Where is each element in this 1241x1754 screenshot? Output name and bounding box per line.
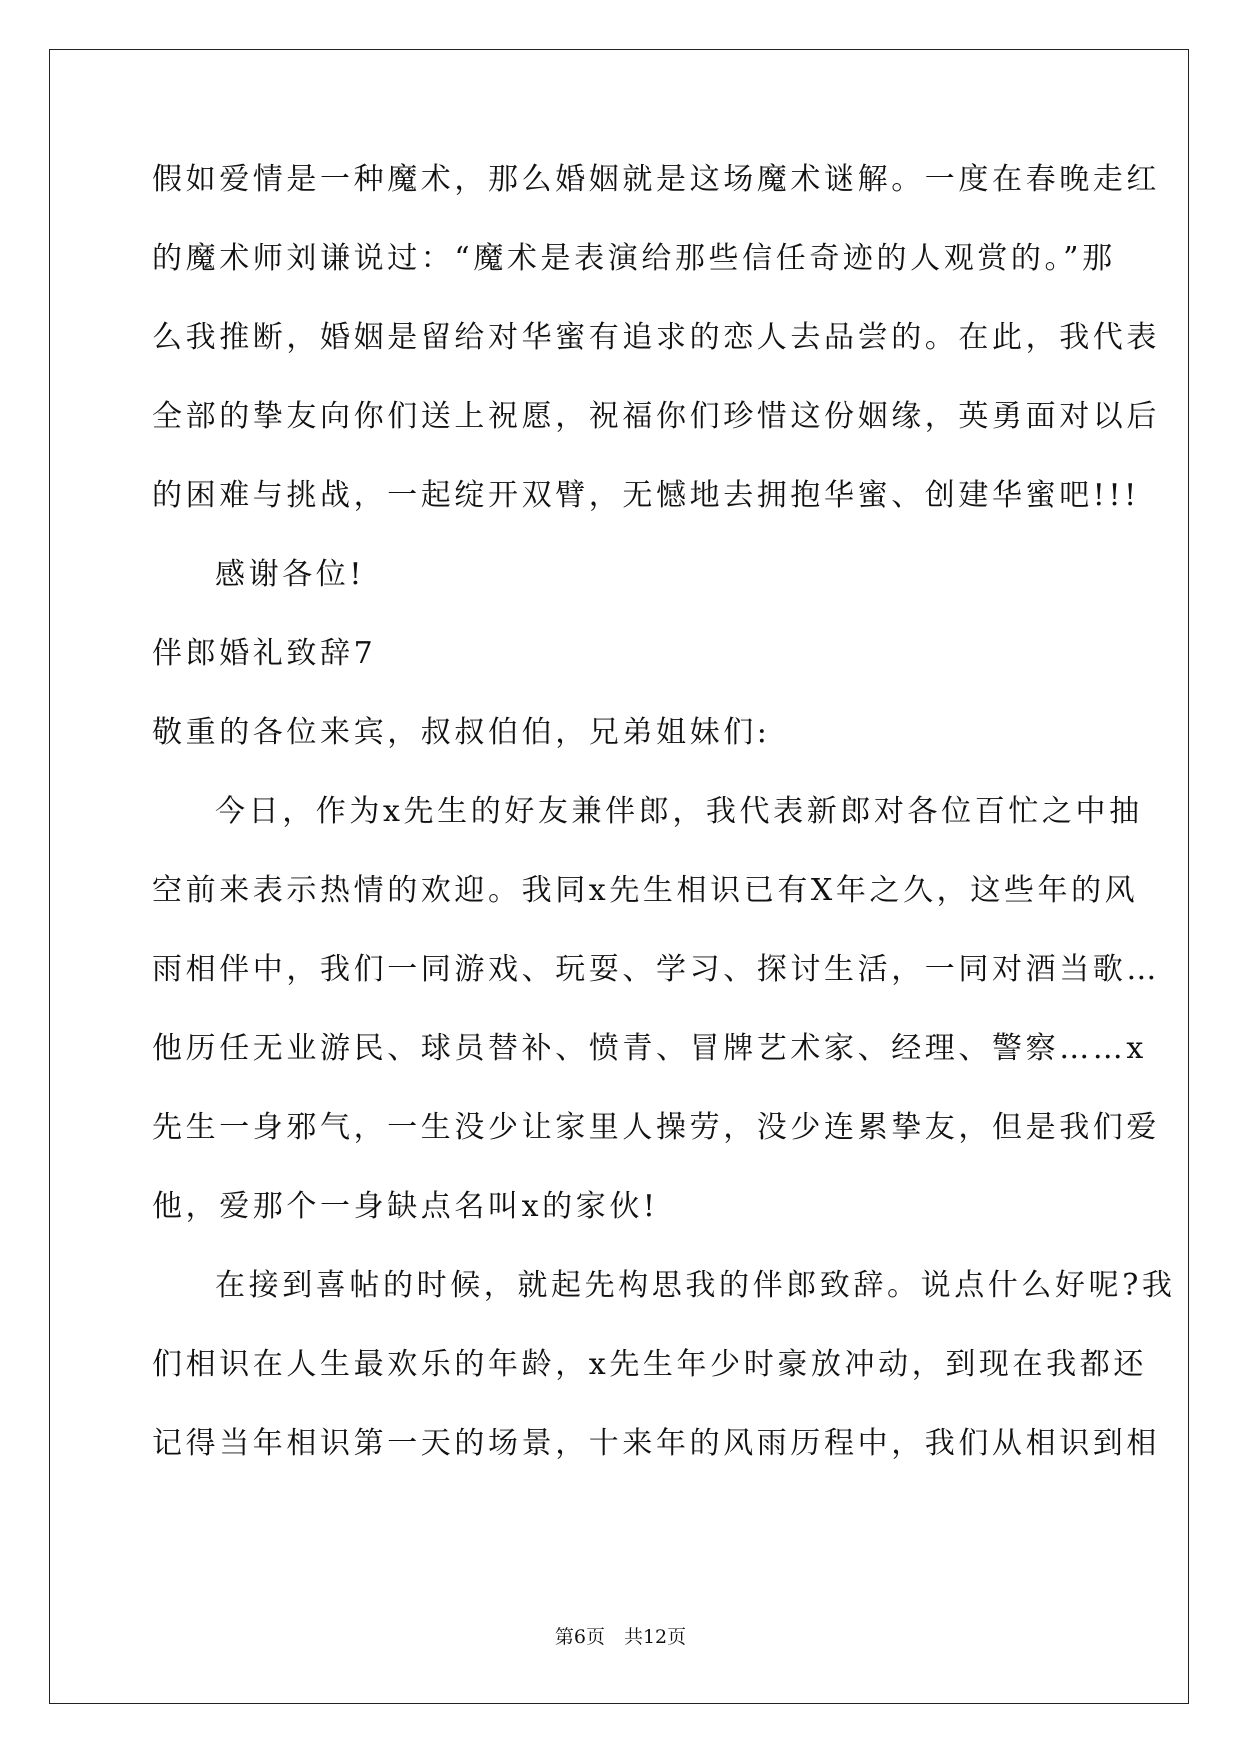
page-number-footer: 第6页 共12页 [554, 1626, 687, 1648]
document-body [152, 160, 1176, 1503]
text-line: 全部的挚友向你们送上祝愿，祝福你们珍惜这份姻缘，英勇面对以后 [152, 399, 1160, 434]
text-line: 的魔术师刘谦说过：“魔术是表演给那些信任奇迹的人观赏的。”那 [152, 241, 1116, 276]
salutation: 敬重的各位来宾，叔叔伯伯，兄弟姐妹们: [152, 715, 771, 750]
text-line: 先生一身邪气，一生没少让家里人操劳，没少连累挚友，但是我们爱 [152, 1110, 1160, 1145]
text-line: 感谢各位! [215, 557, 366, 592]
text-line: 的困难与挑战，一起绽开双臂，无憾地去拥抱华蜜、创建华蜜吧!!! [152, 478, 1140, 513]
text-line: 么我推断，婚姻是留给对华蜜有追求的恋人去品尝的。在此，我代表 [152, 320, 1160, 355]
text-line: 记得当年相识第一天的场景，十来年的风雨历程中，我们从相识到相 [152, 1426, 1160, 1461]
text-line: 今日，作为x先生的好友兼伴郎，我代表新郎对各位百忙之中抽 [215, 794, 1143, 829]
text-line: 他，爱那个一身缺点名叫x的家伙! [152, 1189, 659, 1224]
text-line: 假如爱情是一种魔术，那么婚姻就是这场魔术谜解。一度在春晚走红 [152, 162, 1160, 197]
section-heading: 伴郎婚礼致辞7 [152, 636, 377, 671]
text-line: 雨相伴中，我们一同游戏、玩耍、学习、探讨生活，一同对酒当歌… [152, 952, 1160, 987]
text-line: 他历任无业游民、球员替补、愤青、冒牌艺术家、经理、警察……x [152, 1031, 1147, 1066]
text-line: 们相识在人生最欢乐的年龄，x先生年少时豪放冲动，到现在我都还 [152, 1347, 1147, 1382]
text-line: 空前来表示热情的欢迎。我同x先生相识已有X年之久，这些年的风 [152, 873, 1139, 908]
text-line: 在接到喜帖的时候，就起先构思我的伴郎致辞。说点什么好呢?我 [215, 1268, 1176, 1303]
